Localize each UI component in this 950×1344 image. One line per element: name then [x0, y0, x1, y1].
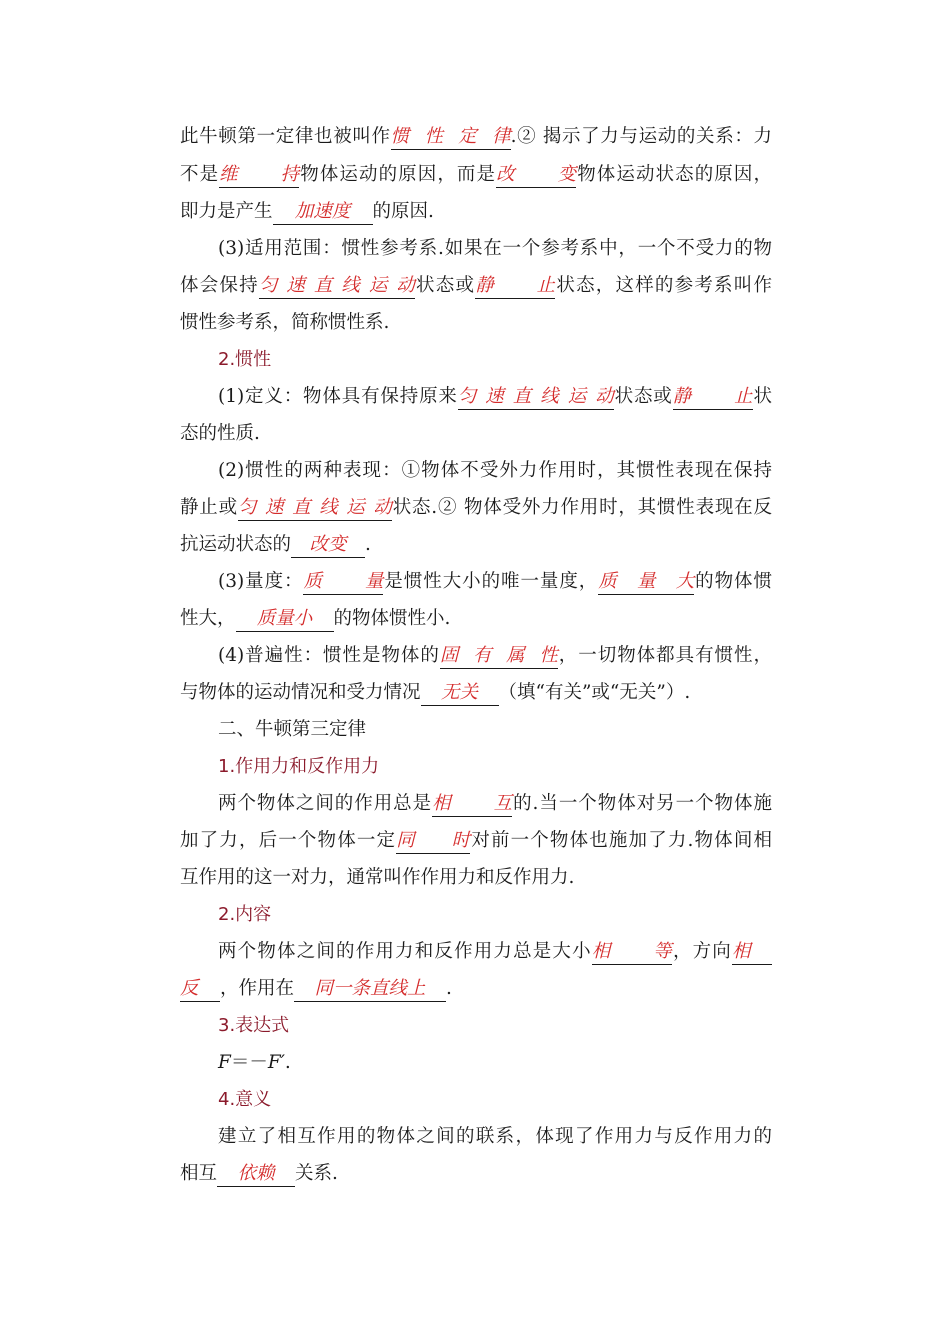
text-line: (4)普遍性：惯性是物体的固有属性，一切物体都具有惯性， — [218, 641, 772, 671]
text-line: 此牛顿第一定律也被叫作惯性定律.② 揭示了力与运动的关系：力 — [180, 122, 772, 152]
answer-blank: 相等 — [592, 940, 672, 965]
section-heading: 1.作用力和反作用力 — [218, 756, 380, 777]
answer-blank: 无关 — [421, 681, 499, 706]
answer-blank: 固有属性 — [440, 644, 558, 669]
answer-blank: 同时 — [396, 829, 470, 854]
answer-blank: 静止 — [673, 385, 753, 410]
formula: F＝－F′. — [218, 1052, 291, 1073]
answer-blank: 相 — [732, 940, 772, 965]
text-line: (3)量度：质量是惯性大小的唯一量度，质量大的物体惯 — [218, 567, 772, 597]
answer-blank: 改变 — [496, 163, 576, 188]
answer-blank: 惯性定律 — [391, 125, 511, 150]
section-heading: 4.意义 — [218, 1089, 272, 1110]
answer-blank: 质量 — [303, 570, 383, 595]
answer-blank: 相互 — [432, 792, 512, 817]
answer-blank: 质量小 — [236, 607, 334, 632]
text-line: (3)适用范围：惯性参考系.如果在一个参考系中，一个不受力的物 — [218, 238, 772, 259]
text-line: 不是维持物体运动的原因，而是改变物体运动状态的原因， — [180, 160, 772, 190]
text-line: 建立了相互作用的物体之间的联系，体现了作用力与反作用力的 — [218, 1126, 772, 1147]
answer-blank: 反 — [180, 977, 220, 1002]
text-line: 性大， 质量小 的物体惯性小. — [180, 604, 772, 634]
answer-blank: 静止 — [475, 274, 555, 299]
answer-blank: 加速度 — [273, 200, 373, 225]
text-line: 静止或匀速直线运动状态.② 物体受外力作用时，其惯性表现在反 — [180, 493, 772, 523]
answer-blank: 匀速直线运动 — [238, 496, 392, 521]
text-line: 两个物体之间的作用总是相互的.当一个物体对另一个物体施 — [218, 789, 772, 819]
answer-blank: 改变 — [291, 533, 365, 558]
text-line: 惯性参考系，简称惯性系. — [180, 312, 390, 333]
text-line: 态的性质. — [180, 423, 260, 444]
section-heading: 2.惯性 — [218, 349, 272, 370]
text-line: 两个物体之间的作用力和反作用力总是大小相等，方向相 — [218, 937, 772, 967]
answer-blank: 质量大 — [598, 570, 694, 595]
section-heading: 3.表达式 — [218, 1015, 290, 1036]
text-line: (2)惯性的两种表现：①物体不受外力作用时，其惯性表现在保持 — [218, 460, 772, 481]
text-line: (1)定义：物体具有保持原来匀速直线运动状态或静止状 — [218, 382, 772, 412]
text-line: 体会保持匀速直线运动状态或静止状态，这样的参考系叫作 — [180, 271, 772, 301]
text-line: 与物体的运动情况和受力情况 无关 （填“有关”或“无关”）. — [180, 678, 772, 708]
answer-blank: 依赖 — [217, 1162, 295, 1187]
answer-blank: 维持 — [219, 163, 299, 188]
text-line: 相互 依赖 关系. — [180, 1159, 772, 1189]
section-title: 二、牛顿第三定律 — [218, 719, 367, 740]
text-line: 抗运动状态的 改变 . — [180, 530, 772, 560]
text-line: 互作用的这一对力，通常叫作作用力和反作用力. — [180, 867, 575, 888]
section-heading: 2.内容 — [218, 904, 272, 925]
answer-blank: 同一条直线上 — [294, 977, 446, 1002]
text-line: 即力是产生 加速度 的原因. — [180, 197, 772, 227]
text-line: 反 ，作用在 同一条直线上 . — [180, 974, 772, 1004]
text-line: 加了力，后一个物体一定同时对前一个物体也施加了力.物体间相 — [180, 826, 772, 856]
answer-blank: 匀速直线运动 — [259, 274, 415, 299]
answer-blank: 匀速直线运动 — [458, 385, 614, 410]
